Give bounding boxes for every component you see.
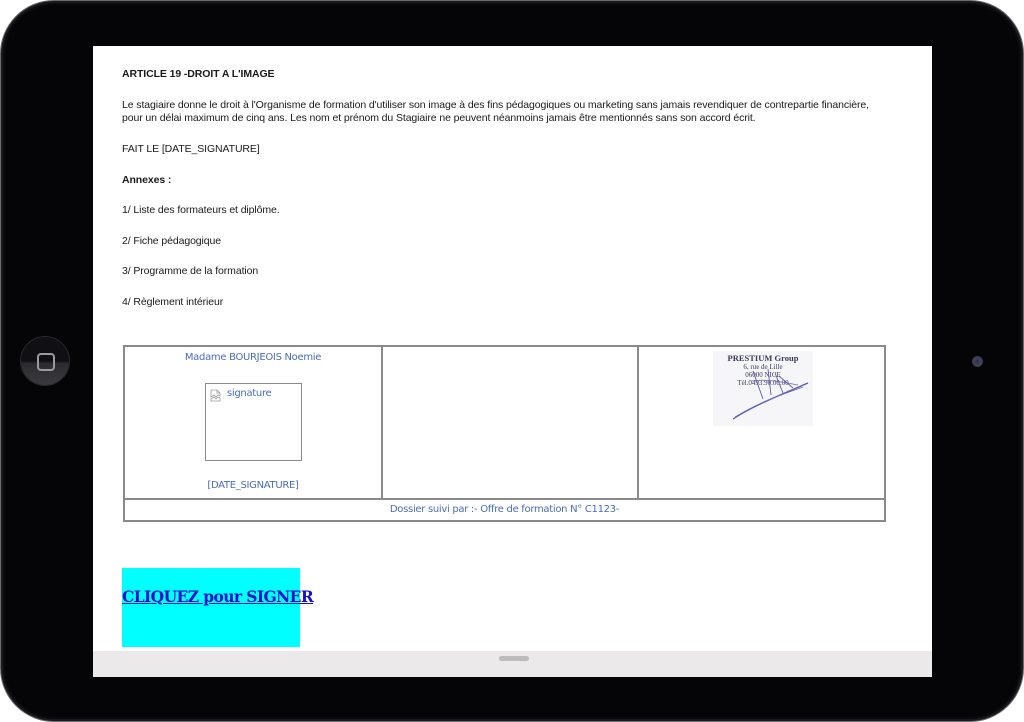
home-square-icon <box>37 353 55 371</box>
signature-table <box>123 345 886 522</box>
drag-handle[interactable] <box>499 656 529 661</box>
article-body-line-1: Le stagiaire donne le droit à l'Organisme de formation d'utiliser son image à des fins pédagogiques ou marketing sans jamais revendiquer de contrepartie financière, <box>122 99 869 111</box>
handwritten-signature-icon <box>713 351 813 426</box>
signature-date: [DATE_SIGNATURE] <box>207 480 299 491</box>
signature-alt-text: signature <box>227 388 272 399</box>
annex-item: 3/ Programme de la formation <box>122 265 259 277</box>
annex-item: 1/ Liste des formateurs et diplôme. <box>122 204 280 216</box>
company-stamp-cell <box>639 347 884 498</box>
home-button[interactable] <box>21 337 69 385</box>
sign-button[interactable] <box>122 568 314 647</box>
stamp-address-1: 6, rue de Lille <box>743 363 783 371</box>
annex-item: 4/ Règlement intérieur <box>122 296 224 308</box>
empty-signature-cell <box>383 347 639 498</box>
stamp-phone: Tél.0493.90.00.00 <box>737 379 789 387</box>
article-body-line-2: pour un délai maximum de cinq ans. Les nom et prénom du Stagiaire ne peuvent néanmoins jamais être mentionnés sans son accord écrit. <box>122 112 756 124</box>
tablet-screen <box>93 46 932 677</box>
sign-link[interactable]: CLIQUEZ pour SIGNER <box>122 587 314 606</box>
stamp-address-2: 06000 NICE <box>745 371 781 379</box>
annexes-title: Annexes : <box>122 174 172 186</box>
annex-item: 2/ Fiche pédagogique <box>122 235 221 247</box>
front-camera-icon <box>972 356 983 367</box>
signature-row <box>125 347 884 500</box>
dossier-footer: Dossier suivi par :- Offre de formation N° C1123- <box>389 504 620 515</box>
bottom-toolbar <box>93 651 932 677</box>
signer-name: Madame BOURJEOIS Noemie <box>184 352 322 363</box>
article-title: ARTICLE 19 -DROIT A L'IMAGE <box>122 68 275 80</box>
fait-le-date: FAIT LE [DATE_SIGNATURE] <box>122 143 260 155</box>
signature-image-placeholder <box>205 383 302 461</box>
trainee-signature-cell <box>125 347 383 498</box>
contract-document <box>93 46 932 651</box>
broken-image-icon <box>210 389 221 402</box>
company-stamp-image <box>713 351 813 426</box>
stamp-company: PRESTIUM Group <box>727 353 799 363</box>
